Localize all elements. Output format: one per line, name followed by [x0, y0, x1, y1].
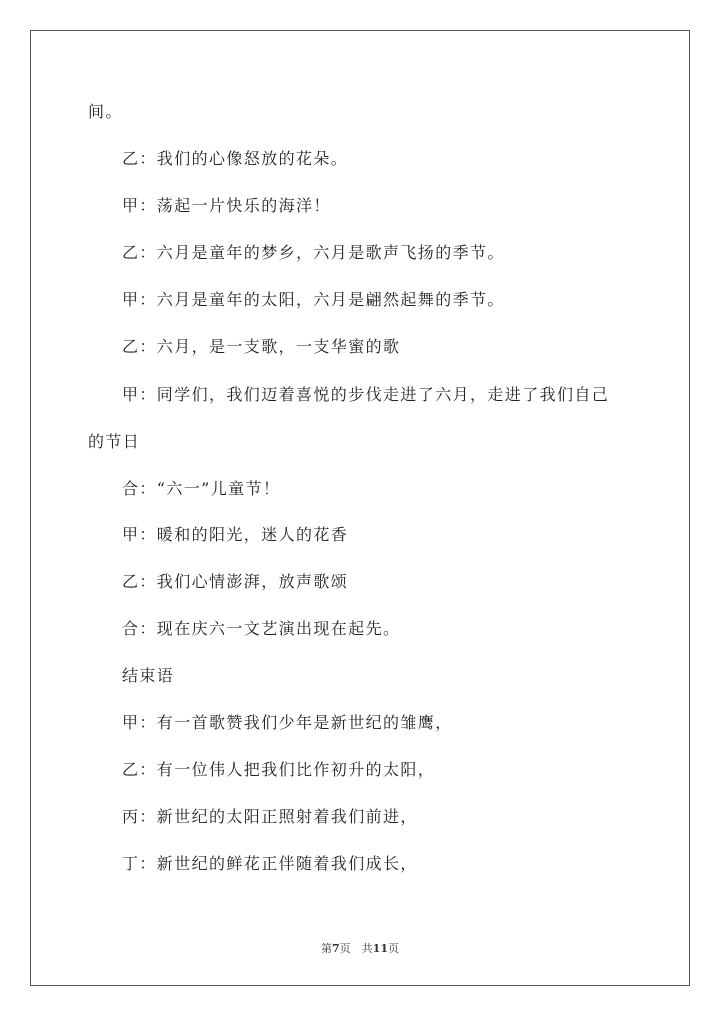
- page-total: 11: [372, 942, 388, 955]
- text-line: 合：“六一”儿童节！: [122, 479, 281, 498]
- text-line: 乙：有一位伟人把我们比作初升的太阳，: [122, 760, 436, 779]
- text-line: 丙：新世纪的太阳正照射着我们前进，: [122, 807, 418, 826]
- page-number-footer: [0, 940, 720, 956]
- text-line: 甲：暖和的阳光，迷人的花香: [122, 525, 349, 544]
- text-line: 乙：我们心情澎湃，放声歌颂: [122, 572, 349, 591]
- text-line: 乙：六月，是一支歌，一支华蜜的歌: [122, 337, 401, 356]
- text-line: 甲：荡起一片快乐的海洋！: [122, 196, 331, 215]
- text-line: 甲：有一首歌赞我们少年是新世纪的雏鹰，: [122, 713, 453, 732]
- page-mid: 页 共: [339, 942, 373, 955]
- text-line: 丁：新世纪的鲜花正伴随着我们成长，: [122, 854, 418, 873]
- page-suffix: 页: [387, 942, 399, 955]
- page-prefix: 第: [321, 942, 333, 955]
- section-heading: 结束语: [122, 666, 175, 685]
- text-line: 乙：六月是童年的梦乡，六月是歌声飞扬的季节。: [122, 243, 505, 262]
- text-line: 甲：六月是童年的太阳，六月是翩然起舞的季节。: [122, 290, 505, 309]
- page-frame: [30, 30, 690, 986]
- text-line: 间。: [88, 102, 123, 121]
- text-line: 甲：同学们，我们迈着喜悦的步伐走进了六月，走进了我们自己: [122, 385, 610, 404]
- page-current: 7: [332, 942, 340, 955]
- text-line: 合：现在庆六一文艺演出现在起先。: [122, 619, 401, 638]
- text-line: 乙：我们的心像怒放的花朵。: [122, 149, 349, 168]
- text-line: 的节日: [88, 432, 141, 451]
